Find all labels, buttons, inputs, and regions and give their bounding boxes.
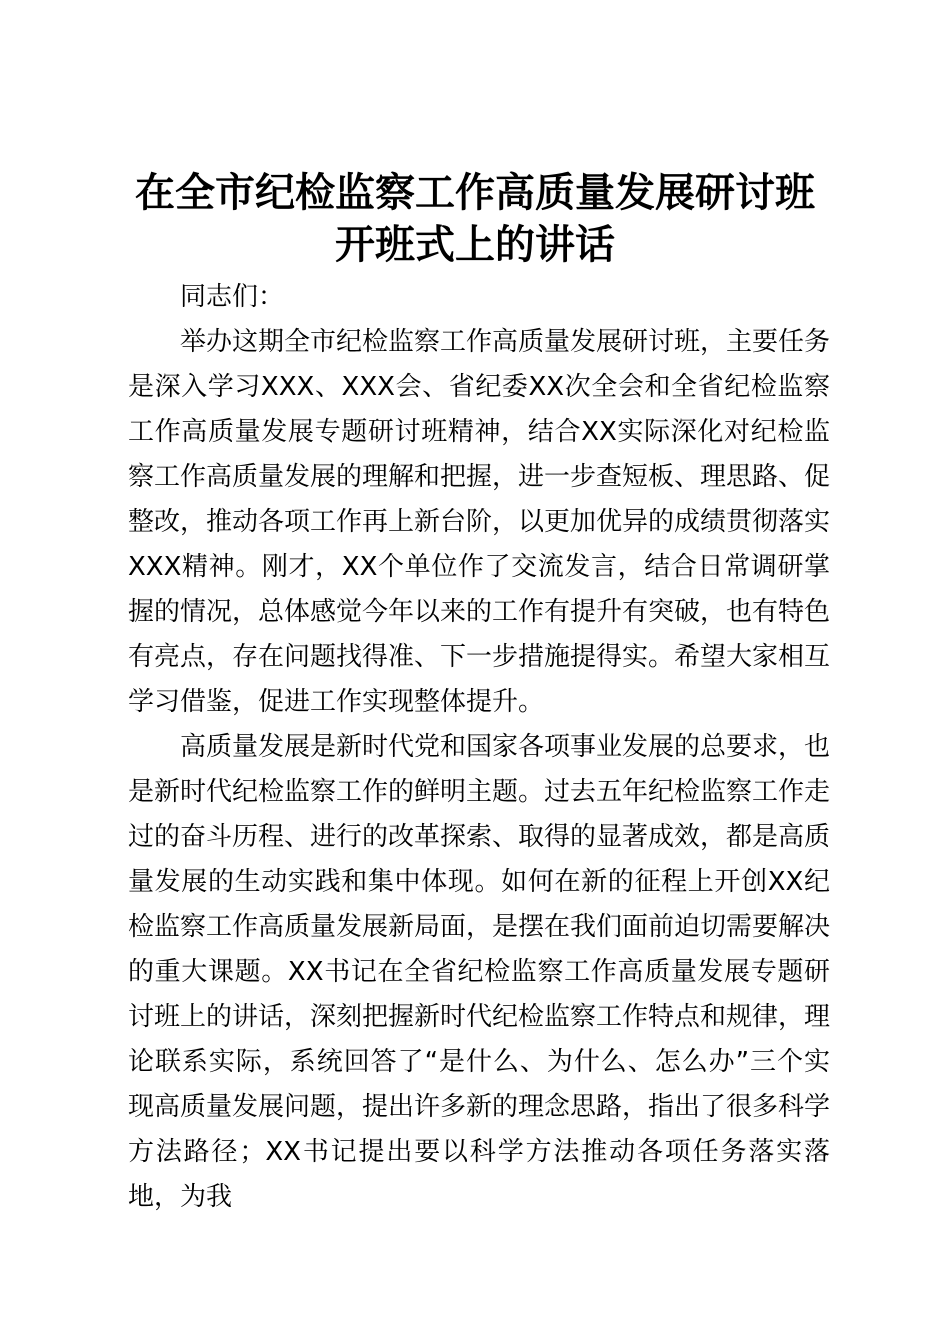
salutation: 同志们： (180, 282, 285, 312)
document-body (128, 275, 830, 1220)
paragraph-2: 高质量发展是新时代党和国家各项事业发展的总要求，也是新时代纪检监察工作的鲜明主题。过去五年纪检监察工作走过的奋斗历程、进行的改革探索、取得的显著成效，都是高质量发展的生动实践和集中体现。如何在新的征程上开创XX纪检监察工作高质量发展新局面，是摆在我们面前迫切需要解决的重大课题。XX书记在全省纪检监察工作高质量发展专题研讨班上的讲话，深刻把握新时代纪检监察工作特点和规律，理论联系实际，系统回答了“是什么、为什么、怎么办”三个实现高质量发展问题，提出许多新的理念思路，指出了很多科学方法路径；XX书记提出要以科学方法推动各项任务落实落地，为我 (128, 732, 831, 1212)
paragraph-1: 举办这期全市纪检监察工作高质量发展研讨班，主要任务是深入学习XXX、XXX会、省纪委XX次全会和全省纪检监察工作高质量发展专题研讨班精神，结合XX实际深化对纪检监察工作高质量发展的理解和把握，进一步查短板、理思路、促整改，推动各项工作再上新台阶，以更加优异的成绩贯彻落实XXX精神。刚才，XX个单位作了交流发言，结合日常调研掌握的情况，总体感觉今年以来的工作有提升有突破，也有特色有亮点，存在问题找得准、下一步措施提得实。希望大家相互学习借鉴，促进工作实现整体提升。 (128, 327, 831, 717)
document-title-line-2: 开班式上的讲话 (335, 222, 615, 268)
document-title-line-1: 在全市纪检监察工作高质量发展研讨班 (135, 170, 815, 216)
